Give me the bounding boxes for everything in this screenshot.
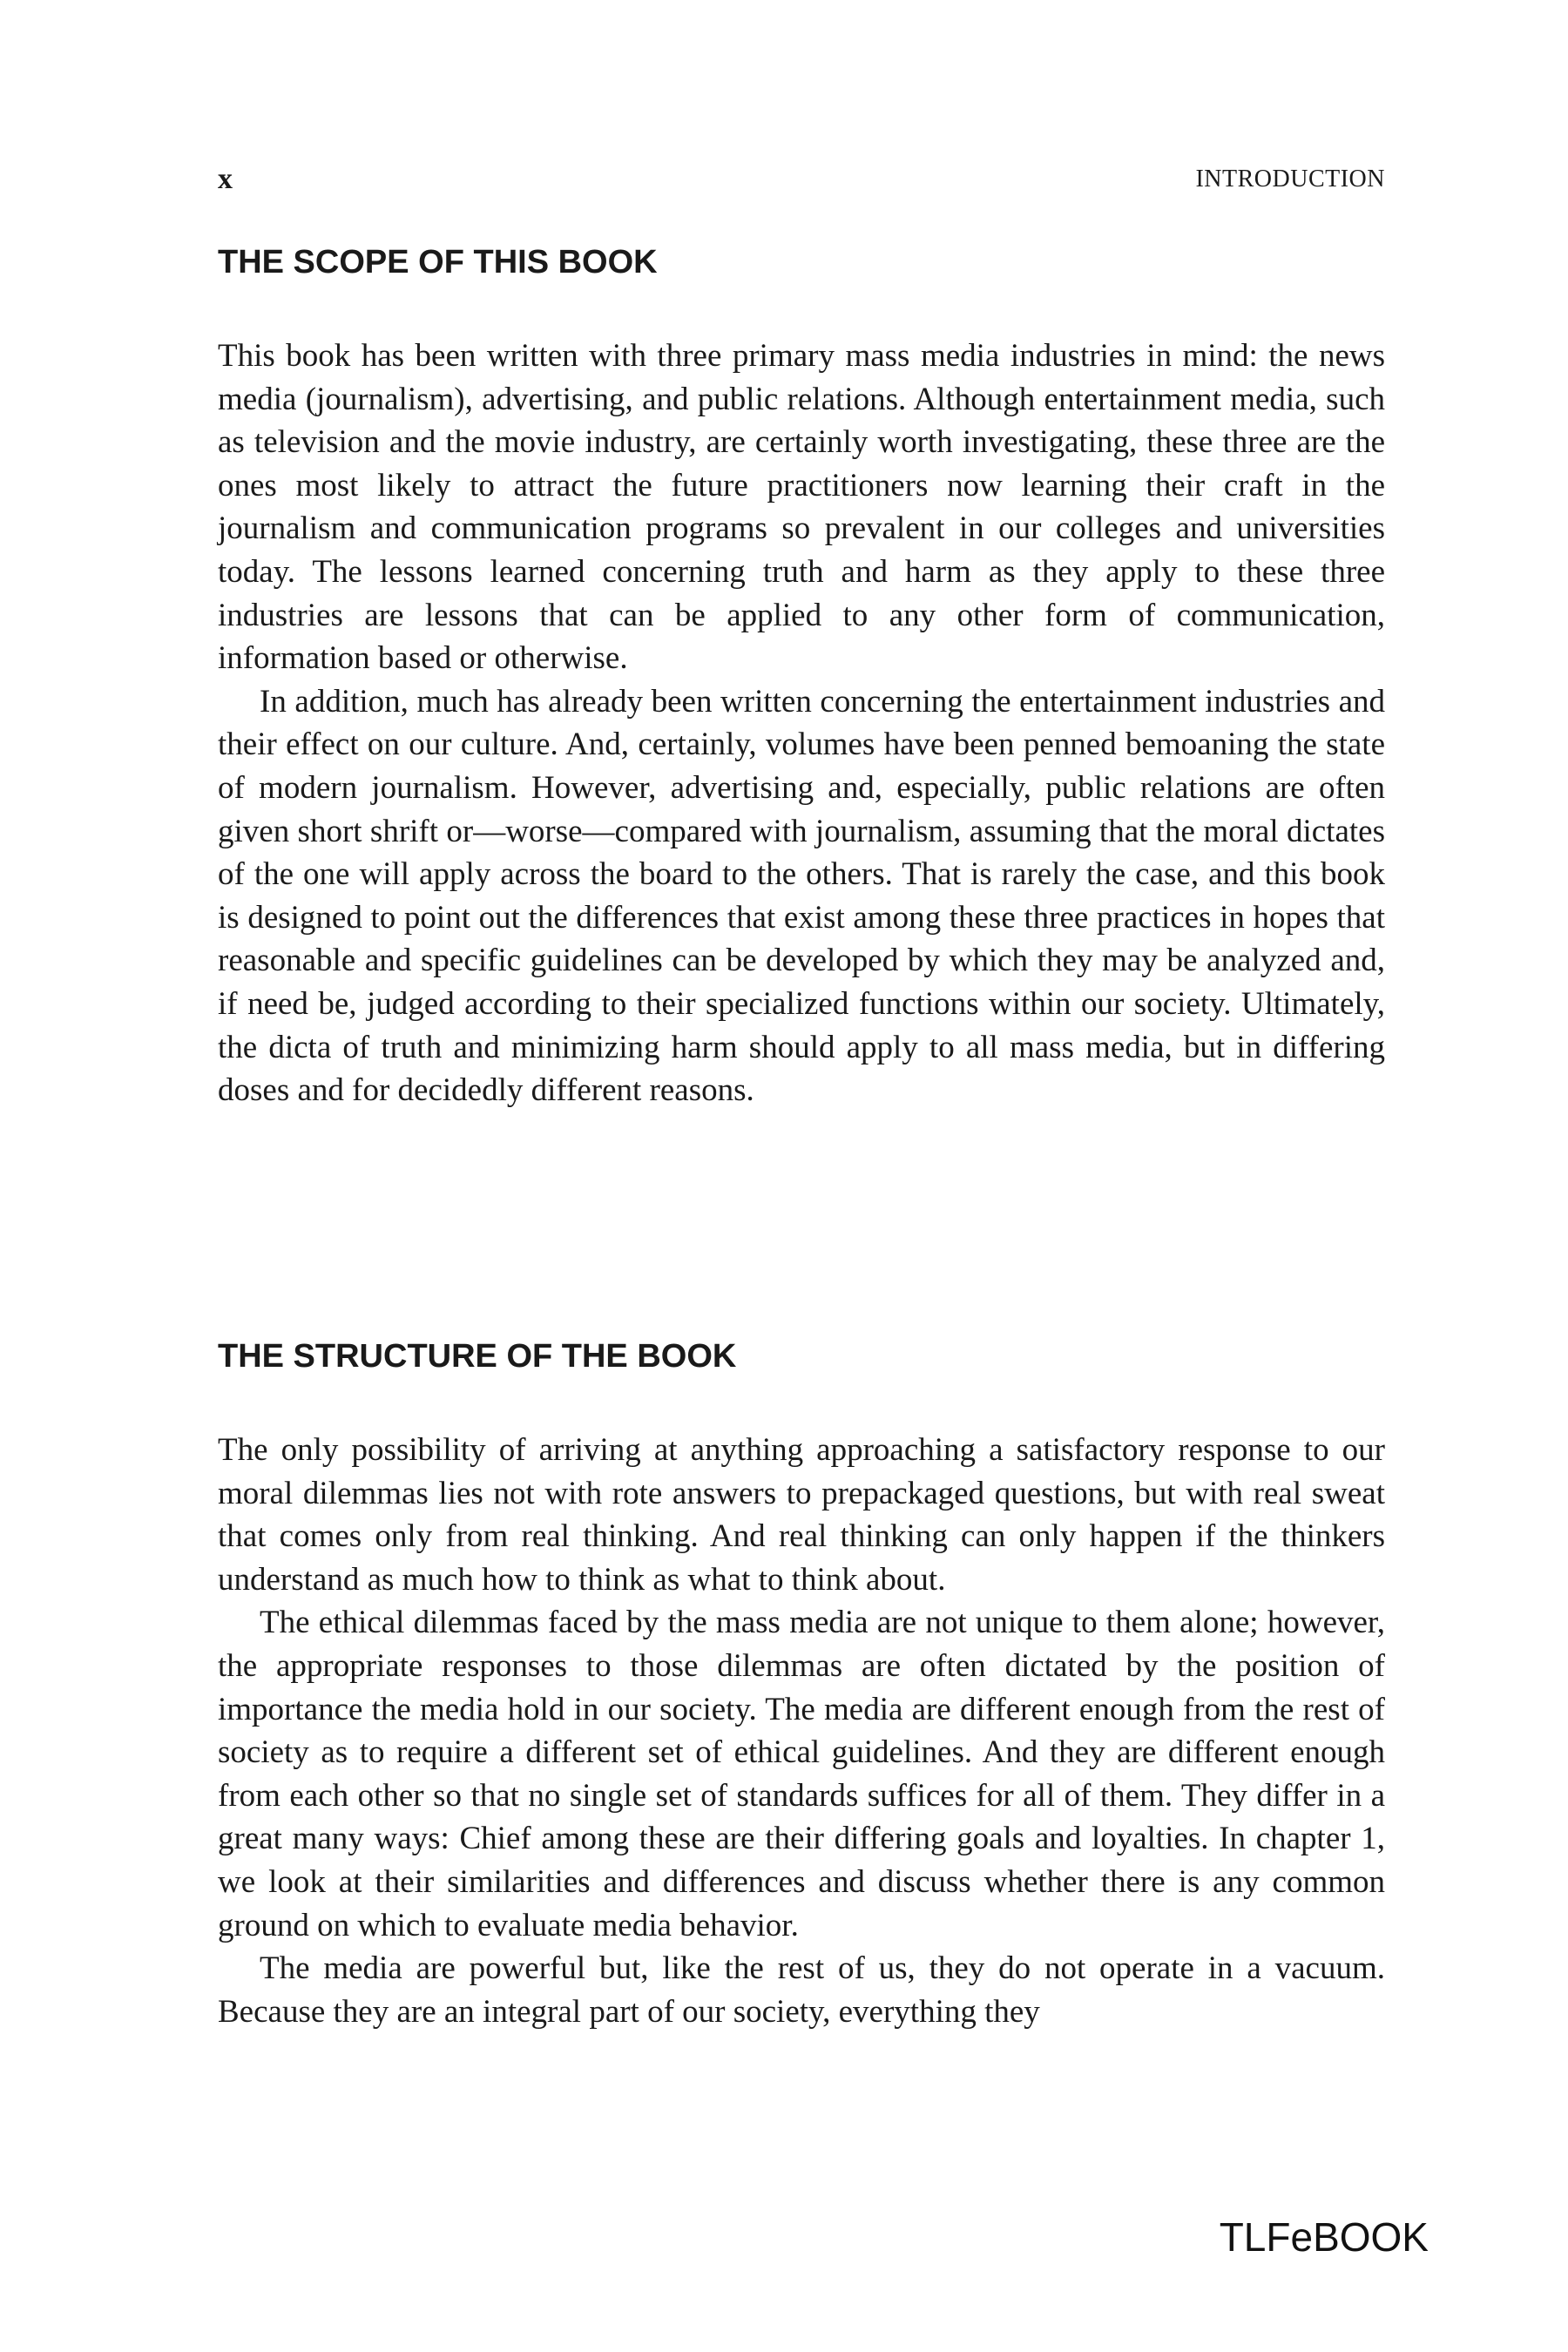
running-head — [218, 162, 1385, 197]
section-body-scope — [218, 335, 1385, 1112]
watermark: TLFeBOOK — [1219, 2214, 1429, 2260]
paragraph: In addition, much has already been written concerning the entertainment industries and their effect on our culture. And, certainly, volumes have been penned bemoaning the state of modern journalism. However, advertising and, especially, public relations are often given short shrift or—worse—compared with journalism, assuming that the moral dictates of the one will apply across the board to the others. That is rarely the case, and this book is designed to point out the differences that exist among these three practices in hopes that reasonable and specific guidelines can be developed by which they may be analyzed and, if need be, judged according to their specialized functions within our society. Ultimately, the dicta of truth and minimizing harm should apply to all mass media, but in differing doses and for decidedly different reasons. — [218, 683, 1385, 1109]
section-body-structure — [218, 1429, 1385, 2033]
paragraph: The media are powerful but, like the rest of us, they do not operate in a vacuum. Because they are an integral part of our society, everything they — [218, 1950, 1385, 2030]
paragraph: The ethical dilemmas faced by the mass media are not unique to them alone; however, the appropriate responses to those dilemmas are often dictated by the position of importance the media hold in our society. The media are different enough from the rest of society as to require a different set of ethical guidelines. And they are different enough from each other so that no single set of standards suffices for all of them. They differ in a great many ways: Chief among these are their differing goals and loyalties. In chapter 1, we look at their similarities and differences and discuss whether there is any common ground on which to evaluate media behavior. — [218, 1605, 1385, 1943]
paragraph: The only possibility of arriving at anything approaching a satisfactory response to our moral dilemmas lies not with rote answers to prepackaged questions, but with real sweat that comes only from real thinking. And real thinking can only happen if the thinkers understand as much how to think as what to think about. — [218, 1432, 1385, 1598]
paragraph: This book has been written with three primary mass media industries in mind: the news media (journalism), advertising, and public relations. Although entertainment media, such as television and the movie industry, are certainly worth investigating, these three are the ones most likely to attract the future practitioners now learning their craft in the journalism and communication programs so prevalent in our colleges and universities today. The lessons learned concerning truth and harm as they apply to these three industries are lessons that can be applied to any other form of communication, information based or otherwise. — [218, 338, 1385, 677]
section-heading-structure: THE STRUCTURE OF THE BOOK — [218, 1338, 737, 1375]
running-title: INTRODUCTION — [1195, 166, 1385, 193]
page-number: x — [218, 163, 233, 195]
section-heading-scope: THE SCOPE OF THIS BOOK — [218, 244, 658, 280]
